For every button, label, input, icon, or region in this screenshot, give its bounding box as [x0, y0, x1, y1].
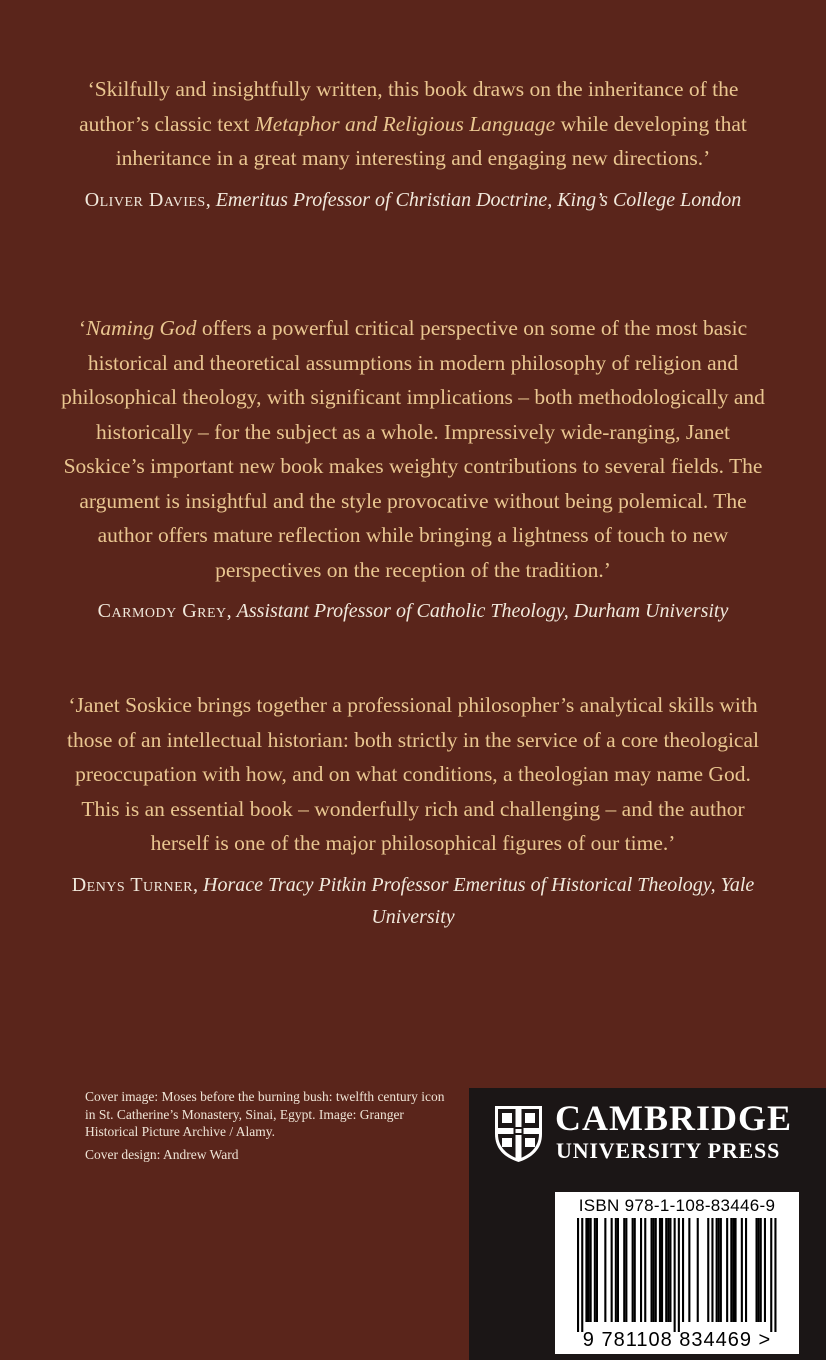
- barcode-bar: [711, 1218, 713, 1322]
- barcode-bar: [617, 1218, 619, 1322]
- barcode-bar: [661, 1218, 663, 1322]
- quote-attribution: Denys Turner, Horace Tracy Pitkin Professor Emeritus of Historical Theology, Yale University: [71, 873, 755, 928]
- barcode-bar: [623, 1218, 625, 1322]
- barcode-bar: [659, 1218, 661, 1322]
- quote-text: [60, 72, 766, 176]
- publisher-panel: [469, 1088, 826, 1360]
- cover-design-credit: Cover design: Andrew Ward: [85, 1146, 239, 1162]
- barcode-bar: [653, 1218, 655, 1322]
- barcode-bar: [745, 1218, 747, 1322]
- cover-credits: [85, 1088, 445, 1168]
- quote-attribution: Carmody Grey, Assistant Professor of Catholic Theology, Durham University: [97, 600, 729, 622]
- publisher-name: CAMBRIDGE: [555, 1098, 793, 1138]
- quote-text: [60, 688, 766, 861]
- review-quote-grey: [60, 311, 766, 627]
- review-quote-davies: [60, 72, 766, 216]
- reviewer-role: Emeritus Professor of Christian Doctrine, King’s College London: [215, 188, 742, 211]
- barcode-bar: [632, 1218, 634, 1322]
- barcode-bar: [651, 1218, 653, 1322]
- barcode-bar: [707, 1218, 709, 1322]
- reviewer-name: Carmody Grey: [97, 600, 227, 622]
- barcode-bar: [720, 1218, 722, 1322]
- barcode-bar: [577, 1218, 579, 1332]
- barcode-bar: [697, 1218, 699, 1322]
- barcode-bar: [678, 1218, 680, 1332]
- reviewer-name: Denys Turner: [71, 873, 194, 896]
- barcode-bar: [774, 1218, 776, 1332]
- barcode-bar: [756, 1218, 758, 1322]
- quote-segment: while developing that inheritance in a great many interesting and engaging new directions.’: [115, 111, 747, 170]
- barcode-bar: [665, 1218, 667, 1322]
- barcode-bar: [760, 1218, 762, 1322]
- barcode-bar: [674, 1218, 676, 1332]
- barcode-graphic: [555, 1192, 799, 1354]
- barcode-bar: [644, 1218, 646, 1322]
- barcode-bar: [585, 1218, 587, 1322]
- reviewer-name: Oliver Davies: [84, 188, 206, 211]
- barcode-digits: 9 781108 834469 >: [582, 1329, 772, 1351]
- barcode-bar: [764, 1218, 766, 1322]
- barcode-bar: [594, 1218, 596, 1322]
- barcode-bar: [625, 1218, 627, 1322]
- barcode-bar: [732, 1218, 734, 1322]
- barcode-bar: [640, 1218, 642, 1322]
- barcode-bar: [716, 1218, 718, 1322]
- isbn-label: ISBN 978-1-108-83446-9: [578, 1196, 776, 1215]
- quote-attribution: Oliver Davies, Emeritus Professor of Christian Doctrine, King’s College London: [84, 188, 742, 211]
- quote-segment: ‘Janet Soskice brings together a professional philosopher’s analytical skills with those of an intellectual historian: both strictly in the service of a core theological preoccupation with how, and on what conditions, a theologian may name God. This is an essential book – wonderfully rich and challenging – and the author herself is one of the major philosophical figures of our time.’: [67, 693, 759, 855]
- quote-segment: ‘Skilfully and insightfully written, this book draws on the inheritance of the author’s classic text: [79, 77, 739, 136]
- barcode-bar: [770, 1218, 772, 1332]
- barcode-bar: [655, 1218, 657, 1322]
- barcode-bar: [590, 1218, 592, 1322]
- barcode-bar: [682, 1218, 684, 1322]
- barcode-bar: [735, 1218, 737, 1322]
- barcode-bar: [667, 1218, 669, 1322]
- italic-title: Metaphor and Religious Language: [254, 111, 556, 136]
- isbn-barcode: [555, 1192, 799, 1354]
- barcode-bar: [634, 1218, 636, 1322]
- barcode-bar: [596, 1218, 598, 1322]
- quote-segment: ‘: [78, 316, 86, 340]
- barcode-bar: [611, 1218, 613, 1322]
- quote-text: [60, 311, 766, 587]
- barcode-bar: [730, 1218, 732, 1322]
- barcode-bar: [741, 1218, 743, 1322]
- barcode-bar: [604, 1218, 606, 1322]
- barcode-bar: [758, 1218, 760, 1322]
- barcode-bar: [581, 1218, 583, 1332]
- barcode-bar: [588, 1218, 590, 1322]
- barcode-bar: [615, 1218, 617, 1322]
- reviewer-role: Assistant Professor of Catholic Theology, Durham University: [236, 600, 729, 622]
- barcode-bar: [726, 1218, 728, 1322]
- barcode-bar: [688, 1218, 690, 1322]
- quote-segment: offers a powerful critical perspective on some of the most basic historical and theoretical assumptions in modern philosophy of religion and philosophical theology, with significant implications – both methodologically and historically – for the subject as a whole. Impressively wide-ranging, Janet Soskice’s important new book makes weighty contributions to several fields. The argument is insightful and the style provocative without being polemical. The author offers mature reflection while bringing a lightness of touch to new perspectives on the reception of the tradition.’: [61, 316, 765, 582]
- review-quote-turner: [60, 688, 766, 933]
- italic-title: Naming God: [86, 316, 197, 340]
- barcode-bar: [669, 1218, 671, 1322]
- reviewer-role: Horace Tracy Pitkin Professor Emeritus of Historical Theology, Yale University: [203, 873, 755, 928]
- publisher-subname: UNIVERSITY PRESS: [556, 1138, 781, 1163]
- barcode-bar: [718, 1218, 720, 1322]
- university-crest-icon: [493, 1104, 544, 1164]
- cover-image-credit: Cover image: Moses before the burning bush: twelfth century icon in St. Catherine’s Monastery, Sinai, Egypt. Image: Granger Historical Picture Archive / Alamy.: [85, 1089, 445, 1139]
